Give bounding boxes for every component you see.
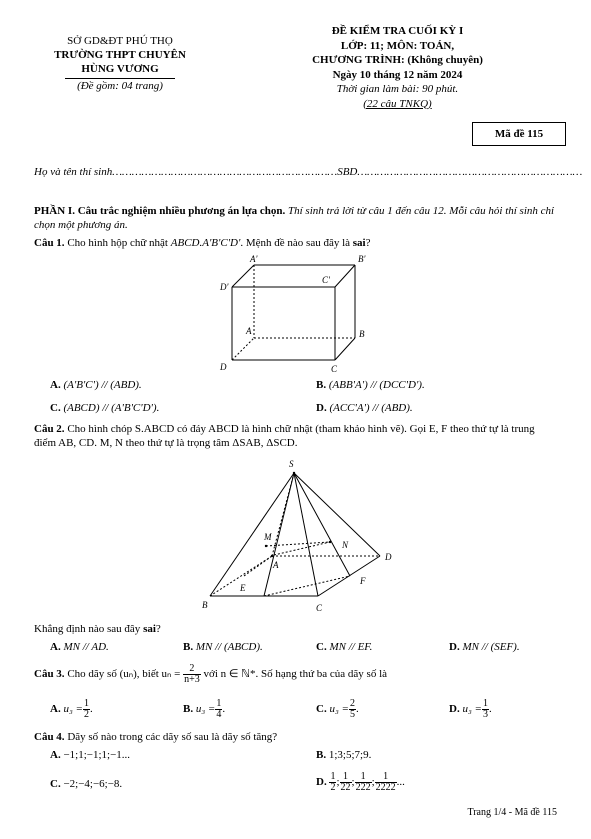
label-B: B — [202, 600, 208, 610]
option-key: D. — [449, 641, 460, 653]
option-fraction — [482, 699, 489, 720]
question-2 — [34, 422, 559, 450]
numerator: 1 — [83, 698, 89, 709]
option-value: −1;1;−1;1;−1... — [63, 749, 131, 761]
numerator: 1 — [330, 770, 336, 782]
exam-header — [290, 24, 505, 111]
option-key: D. — [449, 703, 460, 716]
option-lhs: u₃ = — [63, 703, 83, 716]
option-fraction — [83, 699, 90, 720]
option-key: D. — [316, 402, 327, 414]
option-key: B. — [316, 749, 327, 761]
label-C: C — [316, 603, 323, 613]
sequence-term — [329, 772, 336, 793]
label-E: E — [240, 583, 246, 593]
exam-duration: Thời gian làm bài: 90 phút. — [336, 83, 459, 95]
option-value: (ABB'A') // (DCC'D'). — [328, 379, 425, 391]
sequence-term — [355, 772, 372, 793]
q3-option-b[interactable]: B. u₃ = $\frac{1}{4}$ . — [183, 698, 226, 720]
numerator: 1 — [375, 772, 397, 783]
page-count-note: (Đề gồm: 04 trang) — [77, 80, 163, 92]
label-A-prime: A' — [250, 254, 258, 264]
label-A: A — [246, 326, 252, 336]
label-M: M — [264, 532, 272, 542]
option-value: MN // (ABCD). — [195, 641, 263, 653]
option-value: −2;−4;−6;−8. — [63, 778, 123, 790]
label-C-prime: C' — [322, 275, 330, 285]
sequence-ellipsis: ... — [396, 776, 405, 788]
label-S: S — [289, 459, 294, 469]
option-lhs: u₃ = — [195, 703, 216, 716]
q4-text: Dãy số nào trong các dãy số sau là dãy số tăng? — [67, 731, 278, 743]
option-fraction — [215, 699, 222, 720]
option-key: D. — [316, 776, 327, 788]
q3-text-2: với n ∈ ℕ*. Số hạng thứ ba của dãy số là — [203, 668, 388, 680]
student-info-line: Họ và tên thí sinh……………………………………………………………SBD…………………………………………………………… — [34, 166, 583, 178]
part1-title: PHẦN I. Câu trắc nghiệm nhiều phương án lựa chọn. — [34, 205, 286, 217]
option-value: MN // (SEF). — [462, 641, 520, 653]
question-4 — [34, 730, 559, 744]
q1-option-d[interactable] — [316, 401, 413, 415]
student-name-label: Họ và tên thí sinh — [34, 166, 113, 178]
numerator: 1 — [340, 772, 352, 783]
school-header — [40, 34, 200, 93]
q2-label: Câu 2. — [34, 423, 65, 435]
q4-option-d[interactable]: D. $\frac{1}{2}$ ; $\frac{1}{22}$ ; $\frac{1}{222}$ ; $\frac{1}{2222}$ ... — [316, 770, 405, 793]
q2-key-word: sai — [143, 623, 156, 635]
denominator: 2 — [83, 709, 89, 720]
q3-formula-fraction — [183, 664, 201, 685]
q2-option-b[interactable] — [183, 640, 263, 654]
denominator: 3 — [482, 709, 488, 720]
part1-heading — [34, 204, 559, 232]
option-key: C. — [316, 703, 327, 716]
denominator: 5 — [349, 709, 355, 720]
option-value: (A'B'C') // (ABD). — [63, 379, 142, 391]
q3-label: Câu 3. — [34, 668, 65, 680]
q1-math: ABCD.A'B'C'D' — [170, 237, 241, 249]
q2-prompt — [34, 622, 559, 636]
q3-text: Cho dãy số (uₙ), biết uₙ = — [67, 668, 181, 680]
q1-label: Câu 1. — [34, 237, 65, 249]
sequence-term — [375, 772, 397, 793]
option-key: B. — [316, 379, 327, 391]
q3-option-a[interactable]: A. u₃ = $\frac{1}{2}$ . — [50, 698, 93, 720]
option-value: MN // AD. — [63, 641, 109, 653]
denominator: 2222 — [375, 781, 396, 793]
exam-class-subject: LỚP: 11; MÔN: TOÁN, — [340, 39, 455, 52]
option-key: B. — [183, 703, 194, 716]
numerator: 1 — [482, 698, 488, 709]
option-key: C. — [50, 778, 61, 790]
q2-option-a[interactable] — [50, 640, 109, 654]
label-B-prime: B' — [358, 254, 366, 264]
option-value: 1;3;5;7;9. — [328, 749, 372, 761]
q3-option-d[interactable]: D. u₃ = $\frac{1}{3}$ . — [449, 698, 492, 720]
denominator: 222 — [355, 781, 371, 793]
label-D: D — [220, 362, 227, 372]
label-D: D — [385, 552, 392, 562]
question-count: (22 câu TNKQ) — [363, 97, 432, 110]
q4-option-b[interactable] — [316, 748, 371, 762]
q1-key-word: sai — [352, 237, 366, 249]
denominator: 2 — [330, 781, 336, 793]
q2-prompt-text: Khẳng định nào sau đây — [34, 623, 141, 635]
exam-title: ĐỀ KIỂM TRA CUỐI KỲ I — [331, 25, 464, 37]
option-lhs: u₃ = — [329, 703, 349, 716]
school-name: TRƯỜNG THPT CHUYÊN — [54, 49, 186, 61]
exam-date: Ngày 10 tháng 12 năm 2024 — [332, 68, 463, 81]
question-1 — [34, 236, 559, 250]
numerator: 1 — [216, 698, 222, 709]
option-fraction — [349, 699, 356, 720]
label-F: F — [360, 576, 366, 586]
q1-end: ? — [365, 237, 371, 249]
exam-code-box: Mã đề 115 — [472, 122, 566, 146]
q2-end: ? — [155, 623, 161, 635]
option-value: (ACC'A') // (ABD). — [329, 402, 413, 414]
exam-program: CHƯƠNG TRÌNH: (Không chuyên) — [312, 54, 483, 66]
option-key: A. — [50, 641, 61, 653]
label-B: B — [359, 329, 365, 339]
q1-option-c[interactable] — [50, 401, 159, 415]
q1-text: Cho hình hộp chữ nhật — [67, 237, 168, 249]
sequence-term — [340, 772, 352, 793]
option-value: MN // EF. — [329, 641, 373, 653]
sbd-label: SBD — [337, 166, 358, 178]
q4-option-c[interactable] — [50, 777, 122, 791]
numerator: 1 — [355, 772, 372, 783]
label-C: C — [331, 364, 338, 374]
q2-option-d[interactable] — [449, 640, 520, 654]
q4-label: Câu 4. — [34, 731, 65, 743]
q2-option-c[interactable] — [316, 640, 372, 654]
department-name: SỞ GD&ĐT PHÚ THỌ — [67, 35, 173, 47]
label-A: A — [273, 560, 279, 570]
q2-text: Cho hình chóp S.ABCD có đáy ABCD là hình chữ nhật (tham khảo hình vẽ). Gọi E, F theo thứ tự là trung điểm AB, CD. M, N theo thứ tự là trọng tâm ΔSAB, ΔSCD. — [34, 423, 535, 449]
q4-option-a[interactable] — [50, 748, 130, 762]
school-name-2: HÙNG VƯƠNG — [81, 63, 159, 75]
option-key: B. — [183, 641, 194, 653]
option-key: A. — [50, 749, 61, 761]
numerator: 2 — [183, 664, 201, 675]
denominator: n+3 — [184, 673, 200, 685]
option-key: A. — [50, 379, 61, 391]
denominator: 22 — [340, 781, 351, 793]
q1-tail: . Mệnh đề nào sau đây là — [240, 237, 351, 249]
q1-box-figure — [210, 252, 380, 374]
label-D-prime: D' — [220, 282, 229, 292]
q1-option-a[interactable] — [50, 378, 142, 392]
option-key: C. — [50, 402, 61, 414]
option-key: C. — [316, 641, 327, 653]
q3-option-c[interactable]: C. u₃ = $\frac{2}{5}$ . — [316, 698, 359, 720]
q2-pyramid-figure — [200, 456, 400, 616]
q1-option-b[interactable] — [316, 378, 425, 392]
option-key: A. — [50, 703, 61, 716]
page-footer: Trang 1/4 - Mã đề 115 — [467, 807, 557, 818]
label-N: N — [342, 540, 349, 550]
part1-instructions: Thí sinh trả lời từ câu 1 đến câu 12. Mỗi câu hỏi thí sinh chỉ chọn một phương án. — [34, 205, 555, 231]
option-value: (ABCD) // (A'B'C'D'). — [63, 402, 160, 414]
numerator: 2 — [349, 698, 355, 709]
denominator: 4 — [216, 709, 222, 720]
question-3 — [34, 663, 559, 685]
option-lhs: u₃ = — [462, 703, 482, 716]
